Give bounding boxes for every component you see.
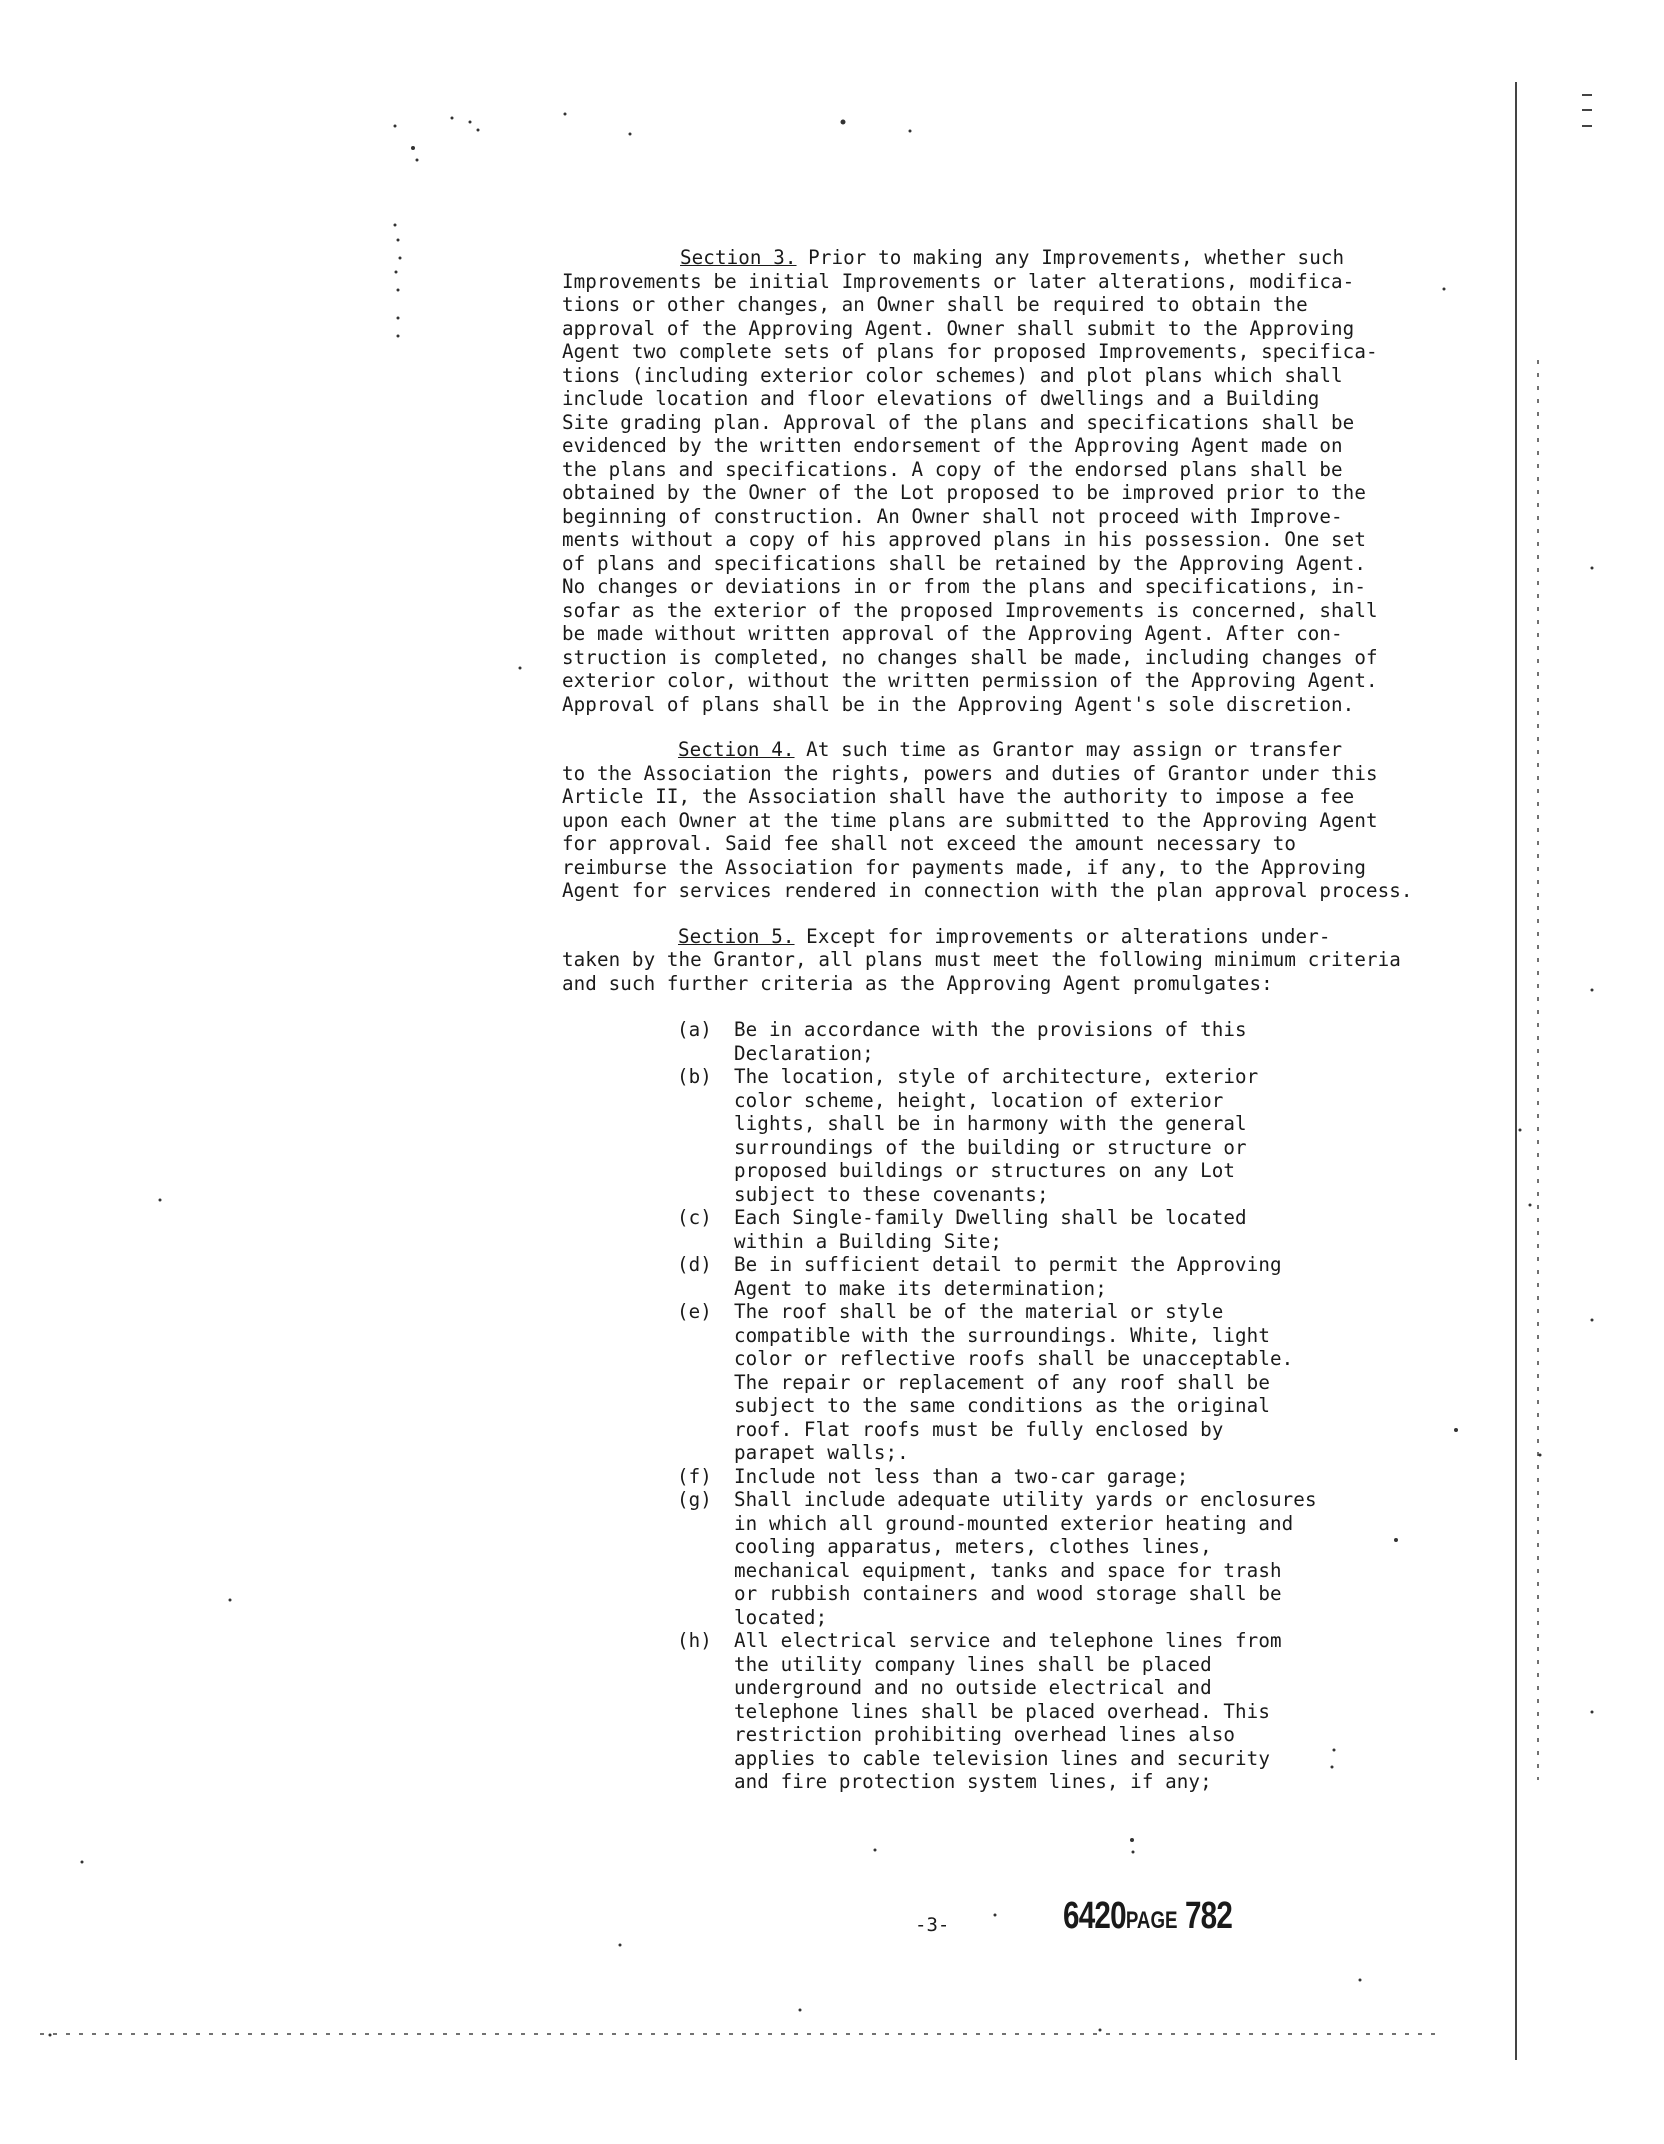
book-number: 6420: [1063, 1895, 1126, 1937]
criteria-label: (d): [677, 1253, 712, 1276]
criteria-text: Shall include adequate utility yards or enclosures in which all ground-mounted exterior heating and cooling apparatus, meters, clothes lines, mechanical equipment, tanks and space for trash or rubbish containers and wood storage shall be located;: [734, 1488, 1317, 1629]
criteria-text: Include not less than a two-car garage;: [734, 1464, 1189, 1488]
criteria-list: [677, 1018, 1317, 1794]
criteria-item-c: [677, 1206, 1317, 1253]
criteria-label: (g): [677, 1488, 712, 1511]
section-5-paragraph: [562, 925, 1422, 996]
section-4-paragraph: [562, 738, 1422, 903]
criteria-text: The roof shall be of the material or style compatible with the surroundings. White, light color or reflective roofs shall be unacceptable. The repair or replacement of any roof shall be subject to the same conditions as the original roof. Flat roofs must be fully enclosed by parapet walls;.: [734, 1300, 1294, 1464]
document-body: [562, 246, 1422, 1794]
section-4-heading: Section 4.: [678, 738, 795, 761]
section-5-text: Except for improvements or alterations under- taken by the Grantor, all plans must meet the following minimum criteria and such further criteria as the Approving Agent promulgates:: [562, 924, 1401, 995]
page-number: -3-: [915, 1914, 950, 1936]
criteria-text: The location, style of architecture, exterior color scheme, height, location of exterior lights, shall be in harmony with the general surroundings of the building or structure or proposed buildings or structures on any Lot subject to these covenants;: [734, 1065, 1259, 1206]
page-word: PAGE: [1125, 1907, 1178, 1934]
criteria-label: (b): [677, 1065, 712, 1088]
criteria-item-g: [677, 1488, 1317, 1629]
criteria-label: (e): [677, 1300, 712, 1323]
section-4-text: At such time as Grantor may assign or transfer to the Association the rights, powers and duties of Grantor under this Article II, the Association shall have the authority to impose a fee upon each Owner at the time plans are submitted to the Approving Agent for approval. Said fee shall not exceed the amount necessary to reimburse the Association for payments made, if any, to the Approving Agent for services rendered in connection with the plan approval process.: [562, 738, 1413, 902]
criteria-text: Be in accordance with the provisions of this Declaration;: [734, 1018, 1247, 1065]
section-3-text: Prior to making any Improvements, whether such Improvements be initial Improvements or later alterations, modifica- tions or other changes, an Owner shall be required to obtain the approval of the Approving Agent. Owner shall submit to the Approving Agent two complete sets of plans for proposed Improvements, specifica- tions (including exterior color schemes) and plot plans which shall include location and floor elevations of dwellings and a Building Site grading plan. Approval of the plans and specifications shall be evidenced by the written endorsement of the Approving Agent made on the plans and specifications. A copy of the endorsed plans shall be obtained by the Owner of the Lot proposed to be improved prior to the beginning of construction. An Owner shall not proceed with Improve- ments without a copy of his approved plans in his possession. One set of plans and specifications shall be retained by the Approving Agent. No changes or deviations in or from the plans and specifications, in- sofar as the exterior of the proposed Improvements is concerned, shall be made without written approval of the Approving Agent. After con- struction is completed, no changes shall be made, including changes of exterior color, without the written permission of the Approving Agent. Approval of plans shall be in the Approving Agent's sole discretion.: [562, 246, 1378, 716]
criteria-item-a: [677, 1018, 1317, 1065]
criteria-text: Be in sufficient detail to permit the Approving Agent to make its determination;: [734, 1253, 1282, 1300]
criteria-item-e: [677, 1300, 1317, 1465]
recording-page-number: 782: [1184, 1895, 1233, 1937]
criteria-label: (f): [677, 1464, 712, 1488]
page-footer: [0, 1895, 1664, 1955]
criteria-text: Each Single-family Dwelling shall be located within a Building Site;: [734, 1206, 1247, 1253]
section-5-heading: Section 5.: [678, 924, 795, 948]
criteria-label: (c): [677, 1206, 712, 1229]
criteria-text: All electrical service and telephone lines from the utility company lines shall be placed underground and no outside electrical and telephone lines shall be placed overhead. This restriction prohibiting overhead lines also applies to cable television lines and security and fire protection system lines, if any;: [734, 1629, 1282, 1793]
criteria-item-f: [677, 1465, 1317, 1489]
criteria-label: (a): [677, 1018, 712, 1041]
criteria-item-h: [677, 1629, 1317, 1794]
section-3-heading: Section 3.: [680, 246, 797, 269]
criteria-item-d: [677, 1253, 1317, 1300]
criteria-item-b: [677, 1065, 1317, 1206]
section-3-paragraph: [562, 246, 1422, 716]
recording-stamp: [1063, 1895, 1232, 1938]
criteria-label: (h): [677, 1629, 712, 1652]
